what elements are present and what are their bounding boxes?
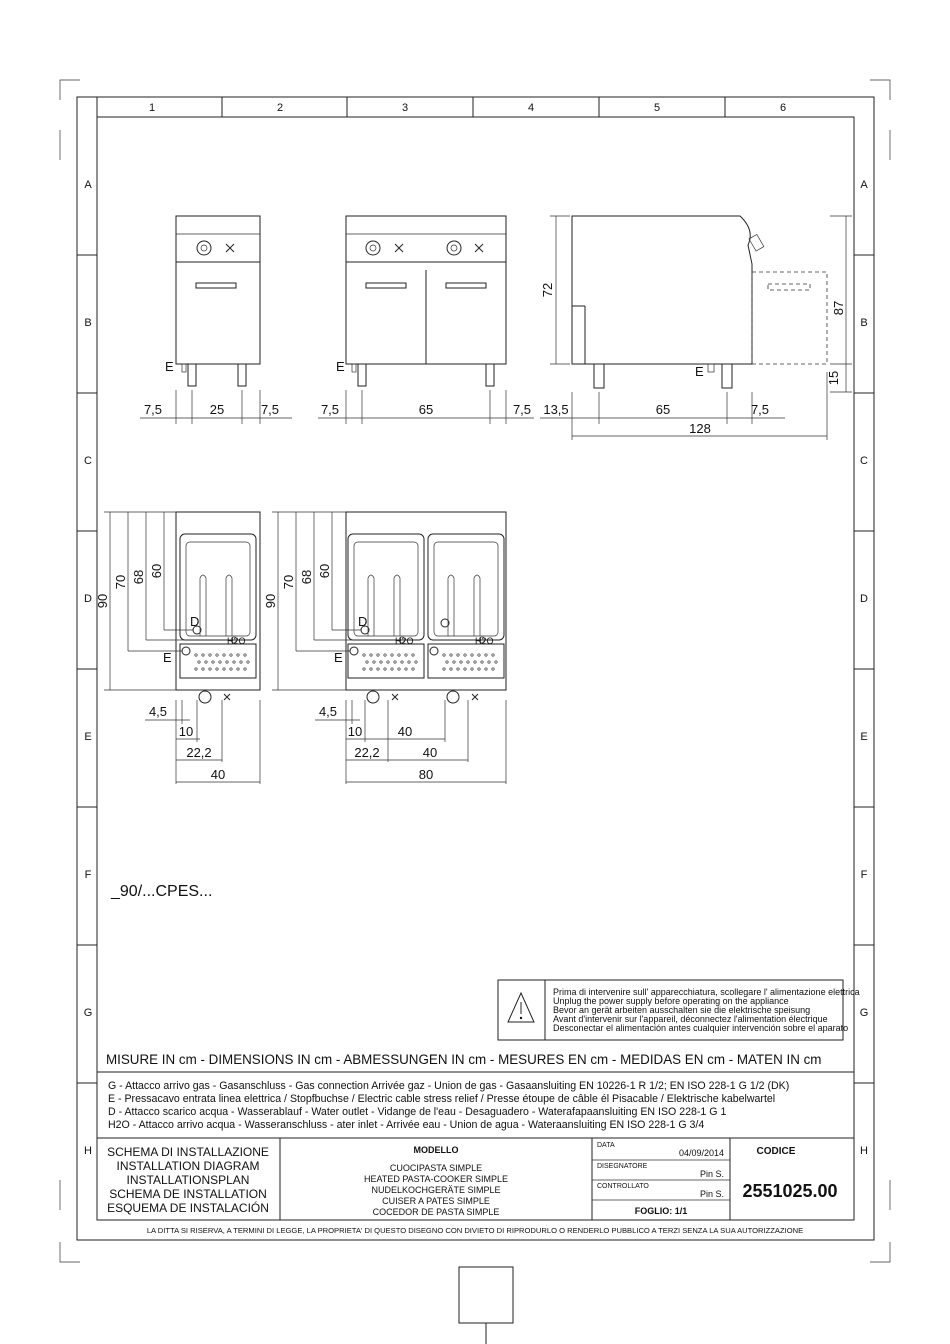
- row-label: F: [860, 869, 868, 881]
- perforated-grid: [195, 654, 249, 670]
- power-e-icon: [430, 647, 438, 655]
- row-label: F: [84, 869, 92, 881]
- dim-label: 70: [281, 574, 296, 590]
- warning-line: Unplug the power supply before operating on the appliance: [553, 996, 789, 1006]
- modello-line: NUDELKOCHGERÄTE SIMPLE: [371, 1185, 501, 1195]
- modello-line: HEATED PASTA-COOKER SIMPLE: [363, 1174, 509, 1184]
- scheme-title: SCHEMA DE INSTALLATION: [109, 1187, 267, 1201]
- dim-label: 60: [317, 563, 332, 579]
- dim-label: 25: [209, 402, 225, 417]
- spark-icon: [395, 244, 403, 252]
- dim-label: 87: [831, 300, 846, 316]
- knob-icon: [199, 691, 211, 703]
- dim-label: 7,5: [750, 402, 770, 417]
- knob-icon: [447, 241, 461, 255]
- legend-line: H2O - Attacco arrivo acqua - Wasseranschluss - ater inlet - Arrivée eau - Union de agua - Wateraansluiting EN ISO 228-1 G 3/4: [108, 1119, 705, 1131]
- scheme-title: SCHEMA DI INSTALLAZIONE: [107, 1145, 269, 1159]
- row-label: A: [860, 179, 868, 191]
- dim-label: 10: [178, 724, 194, 739]
- dim-label: 22,2: [186, 745, 212, 760]
- legend-line: D - Attacco scarico acqua - Wasserablauf - Water outlet - Vidange de l'eau - Desaguadero - Waterafapaansluiting EN ISO 228-1 G 1: [108, 1106, 727, 1118]
- knob-icon: [366, 241, 380, 255]
- dim-label: 4,5: [148, 704, 168, 719]
- top-view-single: [95, 512, 260, 784]
- column-label: 3: [401, 102, 409, 114]
- open-door-outline: [752, 272, 827, 364]
- modello-line: CUOCIPASTA SIMPLE: [389, 1163, 483, 1173]
- door-handle: [446, 283, 486, 288]
- row-label: A: [84, 179, 92, 191]
- dim-label: 70: [113, 574, 128, 590]
- scheme-title: INSTALLATION DIAGRAM: [116, 1159, 260, 1173]
- column-label: 1: [148, 102, 156, 114]
- connection-label-e: E: [165, 359, 174, 374]
- measures-line: MISURE IN cm - DIMENSIONS IN cm - ABMESSUNGEN IN cm - MESURES EN cm - MEDIDAS EN cm - MATEN IN cm: [106, 1052, 822, 1067]
- row-label: E: [860, 731, 868, 743]
- dim-label: 65: [418, 402, 434, 417]
- dim-label: 90: [263, 593, 278, 609]
- modello-label: MODELLO: [413, 1145, 459, 1155]
- dim-label: 68: [131, 569, 146, 585]
- perforated-grid: [363, 654, 497, 670]
- warning-line: Bevor an gerät arbeiten ausschalten sie die elektrische speisung: [553, 1005, 811, 1015]
- column-label: 5: [653, 102, 661, 114]
- door-handle: [366, 283, 406, 288]
- row-label: D: [860, 593, 868, 605]
- row-label: E: [84, 731, 92, 743]
- dim-label: 40: [422, 745, 438, 760]
- controllato-value: Pin S.: [699, 1189, 724, 1199]
- row-label: B: [860, 317, 868, 329]
- row-labels-right: [860, 179, 869, 1157]
- spark-icon: [226, 244, 234, 252]
- spark-icon: [475, 244, 483, 252]
- model-reference: _90/...CPES...: [111, 883, 213, 900]
- dim-label: 90: [95, 593, 110, 609]
- row-label: G: [859, 1007, 869, 1019]
- foglio: FOGLIO: 1/1: [634, 1206, 688, 1216]
- data-value: 04/09/2014: [678, 1148, 724, 1158]
- dim-label: 7,5: [260, 402, 280, 417]
- dim-label: 7,5: [143, 402, 163, 417]
- front-view-single: [140, 216, 292, 424]
- connection-label-h2o: H2O: [475, 636, 494, 646]
- spark-icon: [224, 694, 230, 700]
- warning-line: Avant d'intervenir sur l'appareil, déconnectez l'alimentation électrique: [553, 1014, 828, 1024]
- knob-icon: [447, 691, 459, 703]
- warning-box: [498, 980, 860, 1040]
- column-label: 6: [779, 102, 787, 114]
- scheme-title: INSTALLATIONSPLAN: [126, 1173, 250, 1187]
- connection-label-e: E: [695, 364, 704, 379]
- title-block: [97, 1138, 854, 1220]
- dim-label: 65: [655, 402, 671, 417]
- dim-label: 72: [540, 282, 555, 298]
- spark-icon: [392, 694, 398, 700]
- connection-label-e: E: [334, 650, 343, 665]
- disclaimer: LA DITTA SI RISERVA, A TERMINI DI LEGGE, LA PROPRIETA' DI QUESTO DISEGNO CON DIVIETO DI RIPRODURLO O RENDERLO PUBBLICO A TERZI SENZA LA SUA AUTORIZZAZIONE: [146, 1226, 804, 1235]
- column-label: 2: [276, 102, 284, 114]
- row-label: D: [84, 593, 92, 605]
- top-view-double: [263, 512, 506, 784]
- spark-icon: [472, 694, 478, 700]
- cable-gland-icon: [749, 234, 764, 251]
- row-label: G: [83, 1007, 93, 1019]
- dim-label: 4,5: [318, 704, 338, 719]
- dim-label: 7,5: [320, 402, 340, 417]
- connection-label-d: D: [190, 614, 200, 629]
- row-label: H: [84, 1145, 92, 1157]
- row-label: C: [84, 455, 92, 467]
- dim-label: 10: [347, 724, 363, 739]
- power-e-icon: [182, 647, 190, 655]
- knob-icon: [197, 241, 211, 255]
- connection-label-e: E: [163, 650, 172, 665]
- dim-label: 40: [397, 724, 413, 739]
- scheme-title: ESQUEMA DE INSTALACIÓN: [107, 1201, 269, 1215]
- controllato-label: CONTROLLATO: [597, 1183, 649, 1190]
- outer-frame: [77, 97, 874, 1240]
- dim-label: 7,5: [512, 402, 532, 417]
- modello-line: COCEDOR DE PASTA SIMPLE: [372, 1207, 500, 1217]
- dim-label: 80: [418, 767, 434, 782]
- connection-label-h2o: H2O: [227, 636, 246, 646]
- row-label: C: [860, 455, 868, 467]
- power-e-icon: [350, 647, 358, 655]
- codice-label: CODICE: [756, 1146, 796, 1157]
- legend-line: G - Attacco arrivo gas - Gasanschluss - Gas connection Arrivée gaz - Union de gas - Gasaansluiting EN 10226-1 R 1/2; EN ISO 228-1 G 1/2 (DK): [108, 1080, 790, 1092]
- dim-label: 60: [149, 563, 164, 579]
- dim-label: 40: [210, 767, 226, 782]
- row-labels-left: [84, 179, 93, 1157]
- column-label: 4: [527, 102, 535, 114]
- binder-tab: [459, 1267, 513, 1323]
- side-view: [540, 216, 852, 440]
- front-view-double: [318, 216, 534, 424]
- modello-line: CUISER A PATES SIMPLE: [382, 1196, 490, 1206]
- connection-label-d: D: [358, 614, 368, 629]
- column-dividers: [222, 97, 725, 117]
- connection-label-h2o: H2O: [395, 636, 414, 646]
- knob-icon: [367, 691, 379, 703]
- door-handle: [196, 283, 236, 288]
- dim-label: 22,2: [354, 745, 380, 760]
- warning-line: Prima di intervenire sull' apparecchiatura, scollegare l' alimentazione elettrica: [553, 987, 860, 997]
- column-labels: [149, 102, 786, 114]
- data-label: DATA: [597, 1142, 615, 1149]
- connection-label-e: E: [336, 359, 345, 374]
- legend-line: E - Pressacavo entrata linea elettrica / Stopfbuchse / Electric cable stress relief / Presse étoupe de câble él Pisacable / Elektrische kabelwartel: [108, 1093, 776, 1105]
- dim-label: 13,5: [543, 402, 569, 417]
- dim-label: 15: [826, 370, 841, 386]
- legend: [108, 1080, 789, 1131]
- row-label: B: [84, 317, 92, 329]
- dim-label: 68: [299, 569, 314, 585]
- codice-value: 2551025.00: [742, 1181, 838, 1201]
- disegnatore-label: DISEGNATORE: [597, 1163, 648, 1170]
- disegnatore-value: Pin S.: [699, 1169, 724, 1179]
- row-dividers: [77, 255, 874, 1083]
- row-label: H: [860, 1145, 868, 1157]
- warning-line: Desconectar el alimentación antes cualquier intervención sobre el aparato: [553, 1023, 849, 1033]
- dim-label: 128: [689, 421, 711, 436]
